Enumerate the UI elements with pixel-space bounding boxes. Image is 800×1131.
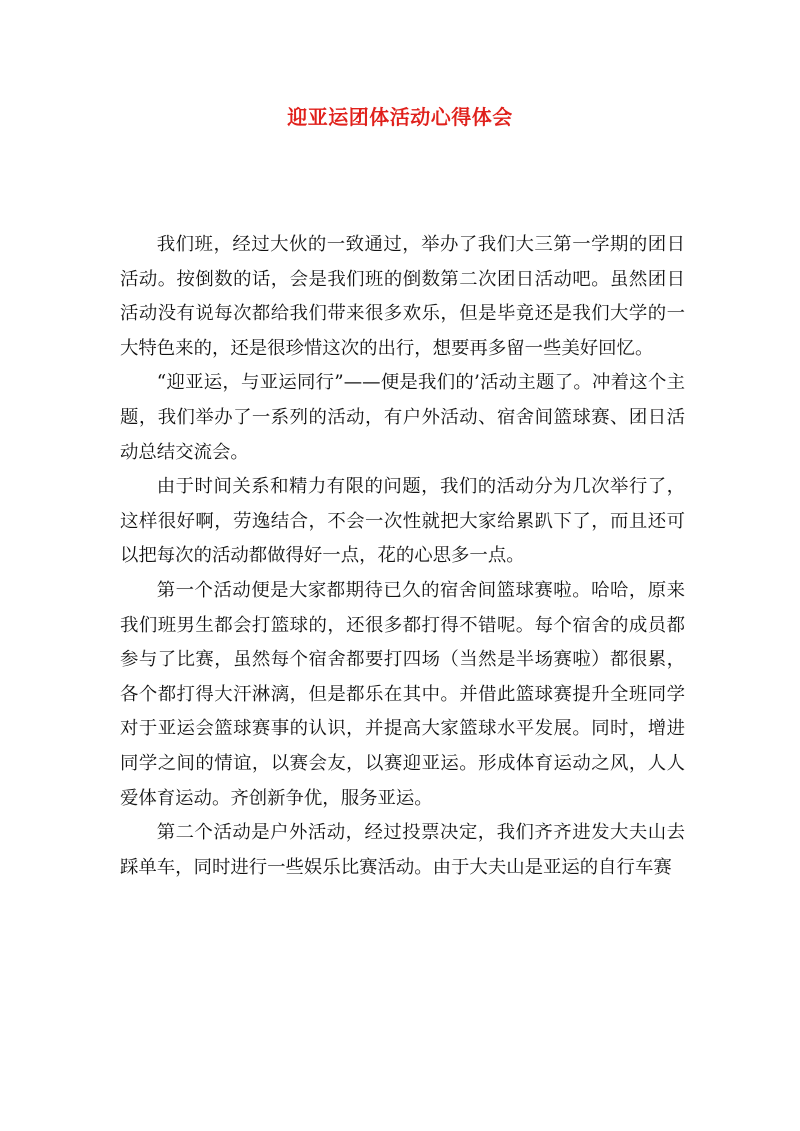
paragraph-3: 由于时间关系和精力有限的问题，我们的活动分为几次举行了，这样很好啊，劳逸结合，不会一次性就把大家给累趴下了，而且还可以把每次的活动都做得好一点，花的心思多一点。	[120, 476, 685, 567]
paragraph-4: 第一个活动便是大家都期待已久的宿舍间篮球赛啦。哈哈，原来我们班男生都会打篮球的，还很多都打得不错呢。每个宿舍的成员都参与了比赛，虽然每个宿舍都要打四场（当然是半场赛啦）都很累，各个都打得大汗淋漓，但是都乐在其中。并借此篮球赛提升全班同学对于亚运会篮球赛事的认识，并提高大家篮球水平发展。同时，增进同学之间的情谊，以赛会友，以赛迎亚运。形成体育运动之风，人人爱体育运动。齐创新争优，服务亚运。	[120, 579, 685, 809]
paragraph-5: 第二个活动是户外活动，经过投票决定，我们齐齐进发大夫山去踩单车，同时进行一些娱乐比赛活动。由于大夫山是亚运的自行车赛	[120, 822, 685, 878]
paragraph-2: “迎亚运，与亚运同行”——便是我们的’活动主题了。冲着这个主题，我们举办了一系列的活动，有户外活动、宿舍间篮球赛、团日活动总结交流会。	[120, 372, 685, 463]
document-title: 迎亚运团体活动心得体会	[287, 105, 513, 129]
document-body	[120, 228, 685, 885]
paragraph-1: 我们班，经过大伙的一致通过，举办了我们大三第一学期的团日活动。按倒数的话，会是我们班的倒数第二次团日活动吧。虽然团日活动没有说每次都给我们带来很多欢乐，但是毕竟还是我们大学的一大特色来的，还是很珍惜这次的出行，想要再多留一些美好回忆。	[120, 234, 685, 359]
